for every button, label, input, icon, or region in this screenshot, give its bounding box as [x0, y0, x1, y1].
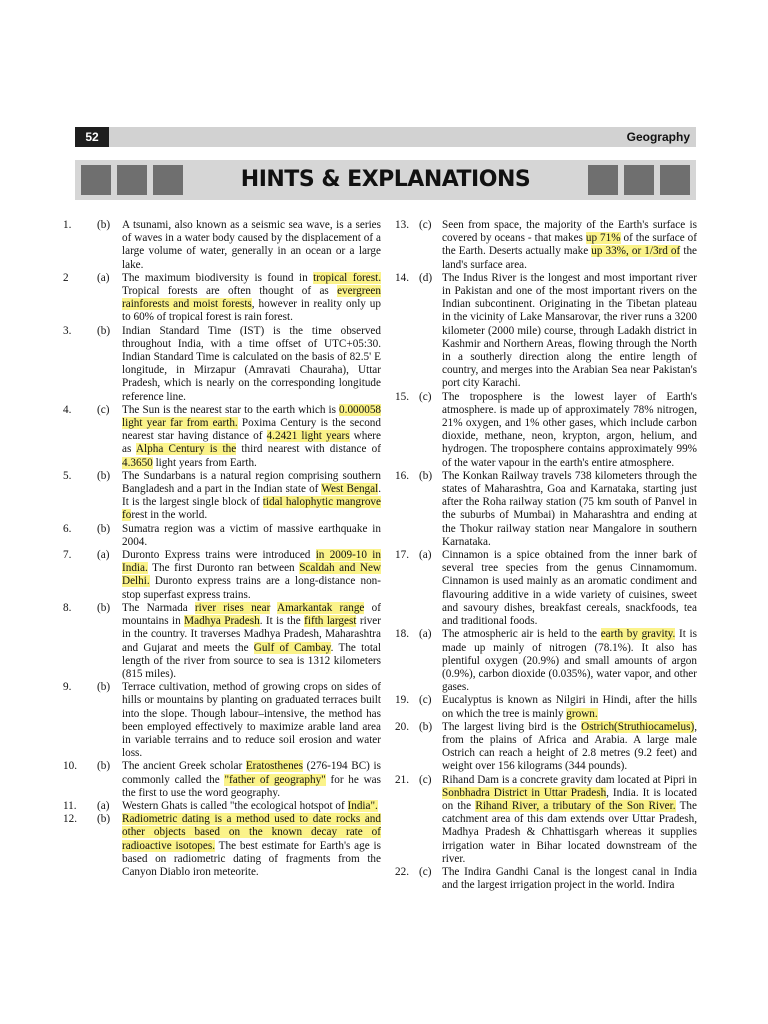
text-segment: of mountains in — [122, 601, 381, 628]
explanation-text — [122, 470, 381, 523]
text-segment: The Sundarbans is a natural region comprising southern Bangladesh and a part in the Indian state of — [122, 469, 381, 496]
explanation-item — [63, 681, 381, 760]
explanation-item — [63, 523, 381, 549]
question-number: 18. — [395, 628, 409, 641]
highlighted-text: in 2009-10 in India. — [122, 549, 381, 575]
highlighted-text: Alpha Century is the — [135, 443, 237, 456]
explanation-item — [395, 866, 697, 892]
highlighted-text: Gulf of Cambay — [253, 641, 331, 654]
explanation-item — [395, 219, 697, 272]
highlighted-text: up 71% — [585, 232, 621, 245]
text-segment: . It is the largest single block of — [122, 483, 382, 509]
answer-option: (b) — [97, 219, 111, 231]
explanation-item — [395, 391, 697, 470]
answer-option: (a) — [97, 799, 110, 812]
explanation-text — [442, 272, 697, 391]
explanation-text — [122, 272, 381, 325]
explanation-item — [395, 694, 697, 720]
question-number: 5. — [63, 469, 72, 482]
question-number: 2 — [63, 271, 69, 284]
explanation-text — [122, 549, 381, 602]
question-number: 20. — [395, 720, 409, 733]
text-segment: The Sun is the nearest star to the earth which is — [122, 403, 340, 416]
text-segment: Duronto express trains are a long-distance non-stop superfast express trains. — [122, 575, 381, 601]
text-segment: light years from Earth. — [152, 456, 257, 469]
text-segment: The Konkan Railway travels 738 kilometers through the states of Maharashtra, Goa and Karnataka, starting just after the Roha railway station (75 km south of Panvel in the suburbs of Mumbai) in Maharashtra and ending at the Thokur railway station near Mangalore in southern Karnataka. — [442, 469, 697, 548]
text-segment: , from the plains of Africa and Arabia. A large male Ostrich can reach a height of 2.8 metres (9.2 feet) and weight over 156 kilograms (344 pounds). — [442, 720, 697, 773]
highlighted-text: Amarkantak range — [277, 601, 365, 614]
highlighted-text: grown. — [566, 707, 598, 720]
text-segment: A tsunami, also known as a seismic sea wave, is a series of waves in a water body caused by the displacement of a large volume of water, generally in an ocean or a large lake. — [122, 219, 381, 271]
question-number: 4. — [63, 403, 72, 416]
question-number: 16. — [395, 469, 409, 482]
text-segment: Eucalyptus is known as Nilgiri in Hindi, after the hills on which the tree is mainly — [442, 694, 697, 720]
explanation-item — [63, 760, 381, 800]
text-segment: Sumatra region was a victim of massive earthquake in 2004. — [122, 522, 381, 548]
header-bar — [75, 127, 696, 147]
text-segment: The Indira Gandhi Canal is the longest canal in India and the largest irrigation project in the world. Indira — [442, 865, 697, 892]
highlighted-text: 0.000058 light year far from earth. — [122, 403, 381, 430]
text-segment: where as — [122, 430, 381, 456]
explanation-text — [442, 694, 697, 720]
text-segment: The maximum biodiversity is found in — [122, 271, 314, 284]
explanation-item — [63, 800, 381, 813]
question-number: 10. — [63, 760, 77, 773]
highlighted-text: Sonbhadra District in Uttar Pradesh — [442, 786, 607, 799]
text-segment: The catchment area of this dam extends over Uttar Pradesh, Madhya Pradesh & Chhattisgarh whereas it supplies irrigation water in Bihar located downstream of the river. — [442, 799, 697, 865]
explanation-text — [122, 602, 381, 681]
answer-option: (b) — [419, 469, 433, 482]
highlighted-text: Eratosthenes — [245, 760, 303, 773]
text-segment: , however in reality only up to 60% of tropical forest is rain forest. — [122, 298, 381, 324]
page-number: 52 — [75, 127, 109, 147]
text-segment: The ancient Greek scholar — [122, 760, 246, 773]
answer-option: (b) — [97, 469, 111, 482]
explanation-text — [442, 219, 697, 272]
text-segment: The largest living bird is the — [442, 720, 582, 733]
text-segment: Indian Standard Time (IST) is the time observed throughout India, with a time offset of UTC+05:30. Indian Standard Time is calculated on the basis of 82.5' E longitude, in Mirzapur (Amravati Chauraha), Uttar Pradesh, which is nearly on the corresponding longitude reference line. — [122, 324, 381, 403]
question-number: 19. — [395, 694, 409, 707]
highlighted-text: fifth largest — [304, 615, 357, 628]
text-segment — [270, 602, 277, 614]
text-segment: Poxima Century is the second nearest star having distance of — [122, 417, 381, 443]
question-number: 9. — [63, 681, 72, 694]
explanation-item — [63, 470, 381, 523]
question-number: 21. — [395, 773, 409, 786]
answer-option: (b) — [419, 720, 433, 733]
explanation-item — [63, 549, 381, 602]
highlighted-text: Rihand River, a tributary of the Son River. — [475, 799, 676, 812]
question-number: 6. — [63, 522, 72, 535]
highlighted-text: river rises near — [194, 601, 271, 614]
question-number: 17. — [395, 549, 409, 562]
answer-option: (c) — [419, 865, 432, 878]
question-number: 22. — [395, 865, 409, 878]
question-number: 12. — [63, 813, 77, 826]
text-segment: It is made up mainly of nitrogen (78.1%). It also has plentiful oxygen (20.9%) and small amounts of argon (0.9%), carbon dioxide (0.035%), water vapor, and other gases. — [442, 628, 697, 694]
explanation-item — [63, 325, 381, 404]
text-segment: third nearest with distance of — [236, 443, 381, 456]
text-segment: The troposphere is the lowest layer of Earth's atmosphere. is made up of approximately 78% nitrogen, 21% oxygen, and 1% other gases, which include carbon dioxide, methane, neon, krypton, argon, helium, and hydrogen. The troposphere contains approximately 99% of the water vapour in the earth's entire atmosphere. — [442, 390, 697, 469]
left-column — [63, 219, 381, 879]
text-segment: for he was the first to use the word geography. — [122, 773, 381, 799]
highlighted-text: evergreen rainforests and moist forests — [122, 285, 381, 311]
answer-option: (c) — [97, 403, 110, 416]
answer-option: (d) — [419, 271, 433, 284]
question-number: 15. — [395, 390, 409, 403]
explanation-text — [442, 391, 697, 470]
text-segment: Seen from space, the majority of the Earth's surface is covered by oceans - that makes — [442, 219, 697, 245]
highlighted-text: "father of geography" — [224, 773, 326, 786]
explanation-item — [395, 774, 697, 866]
explanation-text — [442, 470, 697, 549]
answer-option: (a) — [419, 628, 432, 641]
question-number: 7. — [63, 549, 72, 562]
section-banner — [75, 160, 696, 200]
text-segment: Tropical forests are often thought of as — [122, 285, 338, 298]
explanation-text — [122, 760, 381, 800]
highlighted-text: Madhya Pradesh — [184, 615, 260, 628]
answer-option: (a) — [97, 549, 110, 562]
explanation-text — [442, 866, 697, 892]
explanation-item — [63, 404, 381, 470]
highlighted-text: Radiometric dating is a method used to date rocks and other objects based on the known decay rate of radioactive isotopes. — [122, 813, 381, 852]
text-segment: The Indus River is the longest and most important river in Pakistan and one of the most important rivers on the Indian subcontinent. Originating in the Tibetan plateau in the vicinity of Lake Mansarovar, the river runs a 3200 kilometer (2000 mile) course, through Ladakh district in Kashmir and Northern Areas, flowing through the North in a southerly direction along the entire length of country, and merges into the Arabian Sea near Pakistan's port city Karachi. — [442, 271, 697, 390]
text-segment: The Narmada — [122, 601, 195, 614]
section-title: HINTS & EXPLANATIONS — [240, 167, 531, 192]
explanation-text — [442, 549, 697, 628]
highlighted-text: Ostrich(Struthiocamelus) — [581, 720, 695, 733]
answer-option: (a) — [97, 271, 110, 284]
answer-option: (b) — [97, 813, 111, 826]
explanation-text — [122, 523, 381, 549]
answer-option: (c) — [419, 773, 432, 786]
explanation-text — [122, 681, 381, 760]
highlighted-text: earth by gravity. — [600, 628, 676, 641]
question-number: 11. — [63, 799, 77, 812]
explanation-item — [395, 272, 697, 391]
text-segment: Cinnamon is a spice obtained from the inner bark of several tree species from the genus Cinnamomum. Cinnamon is used mainly as an aromatic condiment and flavouring additive in a wide variety of cuisines, sweet and savoury dishes, breakfast cereals, snackfoods, tea and traditional foods. — [442, 549, 697, 628]
explanation-text — [122, 325, 381, 404]
highlighted-text: 4.2421 light years — [266, 430, 350, 443]
explanation-text — [442, 774, 697, 866]
answer-option: (b) — [97, 760, 111, 773]
highlighted-text: tidal halophytic mangrove fo — [122, 496, 381, 522]
answer-option: (a) — [419, 549, 432, 562]
answer-option: (c) — [419, 694, 432, 707]
explanation-item — [63, 219, 381, 272]
explanation-text — [442, 721, 697, 774]
text-segment: . It is the — [259, 615, 305, 628]
question-number: 3. — [63, 324, 72, 337]
explanation-item — [63, 813, 381, 879]
text-segment: the land's surface area. — [442, 245, 698, 271]
text-segment: . The total length of the river from source to sea is 1312 kilometers (815 miles). — [122, 641, 381, 680]
explanation-text — [122, 219, 381, 272]
text-segment: of the surface of the Earth. Deserts actually make — [442, 232, 697, 258]
explanation-item — [395, 470, 697, 549]
explanation-item — [63, 272, 381, 325]
answer-option: (b) — [97, 324, 111, 337]
highlighted-text: tropical forest. — [313, 271, 381, 284]
question-number: 1. — [63, 219, 72, 231]
text-segment: Terrace cultivation, method of growing crops on sides of hills or mountains by planting on graduated terraces built into the slope. Though labour–intensive, the method has been employed effectively to maximize arable land area in variable terrains and to reduce soil erosion and water loss. — [122, 681, 381, 760]
explanation-item — [395, 628, 697, 694]
highlighted-text: Scaldah and New Delhi. — [122, 562, 381, 588]
text-segment: Western Ghats is called "the ecological hotspot of — [122, 799, 348, 812]
explanation-text — [122, 800, 381, 813]
explanation-text — [122, 813, 381, 879]
text-segment: Duronto Express trains were introduced — [122, 549, 316, 562]
explanation-item — [395, 549, 697, 628]
answer-option: (b) — [97, 522, 111, 535]
text-segment: The first Duronto ran between — [147, 562, 300, 575]
answer-option: (c) — [419, 219, 432, 231]
explanation-text — [442, 628, 697, 694]
highlighted-text: India". — [347, 799, 378, 812]
text-segment: (276-194 BC) is commonly called the — [122, 760, 381, 786]
question-number: 13. — [395, 219, 409, 231]
explanation-item — [395, 721, 697, 774]
text-segment: river in the country. It traverses Madhya Pradesh, Maharashtra and Gujarat and meets the — [122, 615, 381, 654]
explanation-item — [63, 602, 381, 681]
question-number: 8. — [63, 601, 72, 614]
answer-option: (b) — [97, 601, 111, 614]
highlighted-text: 4.3650 — [122, 456, 153, 469]
text-segment: rest in the world. — [131, 509, 208, 522]
right-column — [395, 219, 697, 892]
highlighted-text: up 33%, or 1/3rd of — [591, 245, 681, 258]
subject-title: Geography — [626, 130, 690, 144]
highlighted-text: West Bengal — [321, 483, 379, 496]
explanation-text — [122, 404, 381, 470]
text-segment: The best estimate for Earth's age is based on radiometric dating of fragments from the Canyon Diablo iron meteorite. — [122, 839, 381, 878]
text-segment: , India. It is located on the — [442, 786, 697, 812]
question-number: 14. — [395, 271, 409, 284]
answer-option: (b) — [97, 681, 111, 694]
answer-option: (c) — [419, 390, 432, 403]
text-segment: Rihand Dam is a concrete gravity dam located at Pipri in — [442, 773, 697, 786]
text-segment: The atmospheric air is held to the — [442, 628, 601, 641]
